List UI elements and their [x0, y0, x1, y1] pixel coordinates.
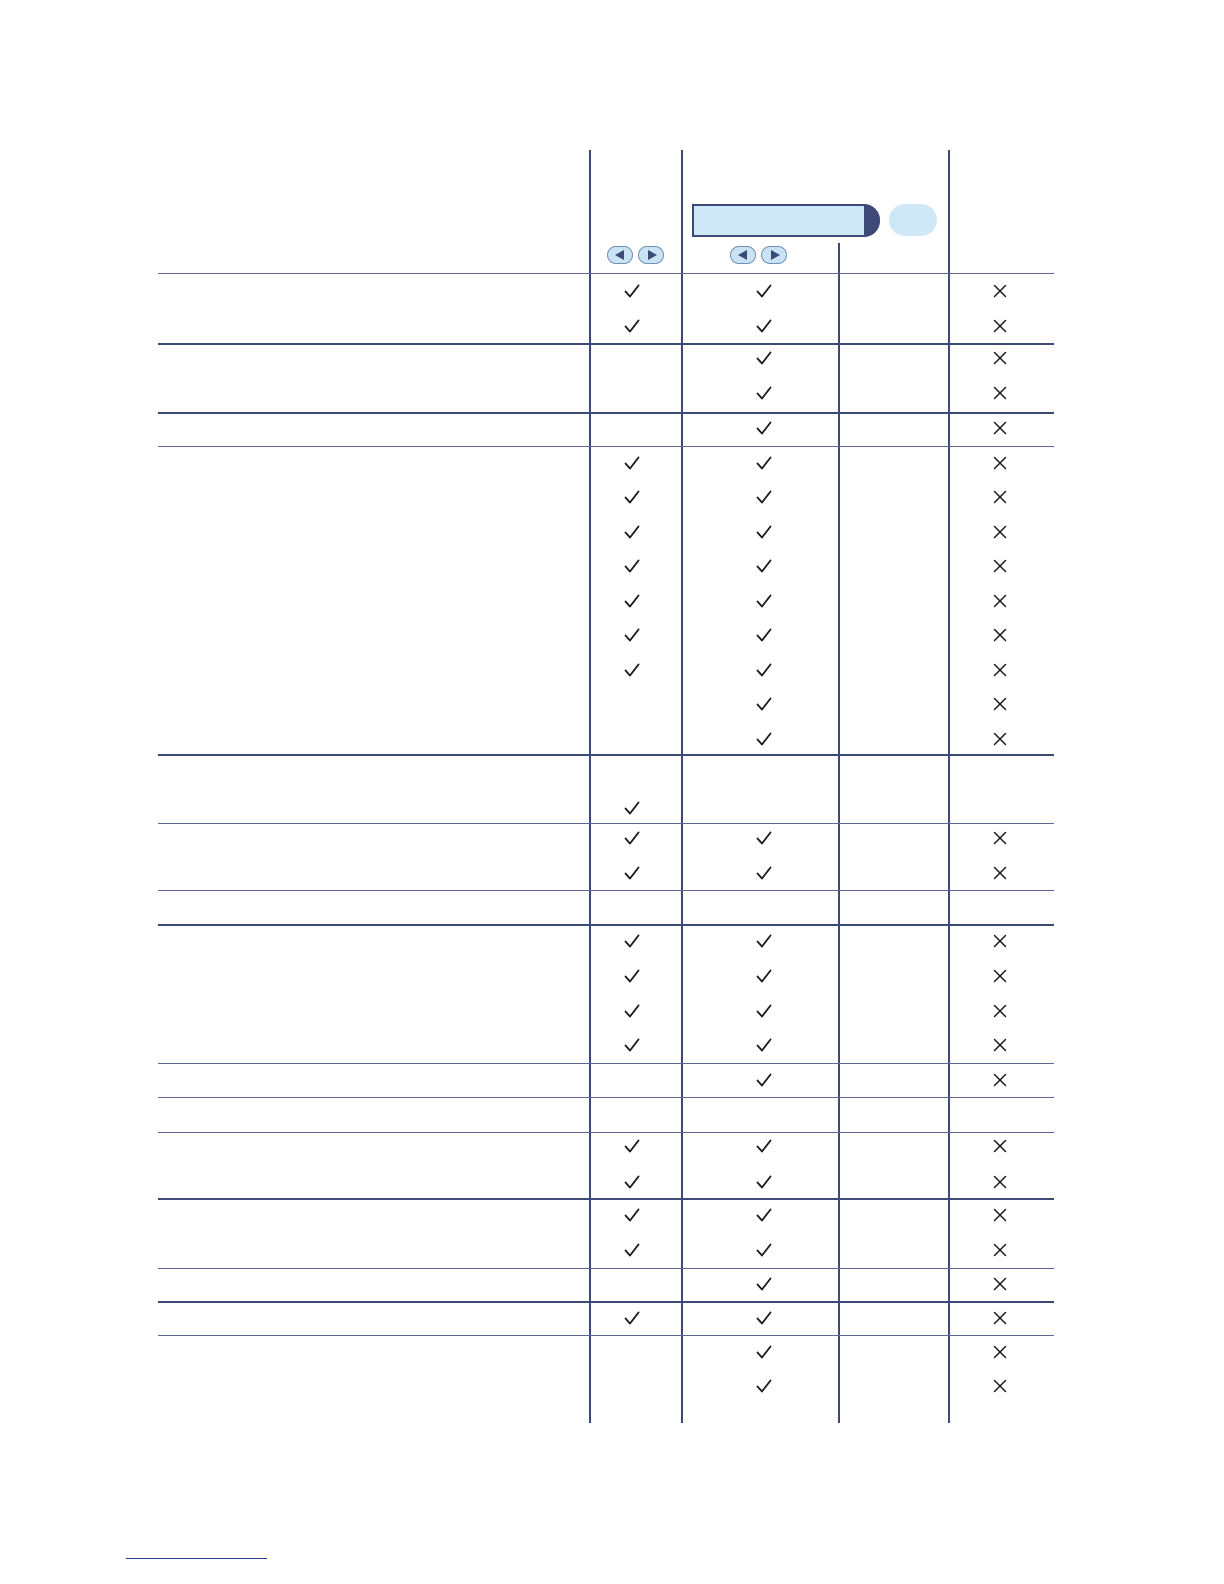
cross-icon: [990, 418, 1010, 438]
check-icon: [622, 281, 642, 301]
col-2-next-button[interactable]: [761, 246, 787, 264]
check-icon: [754, 487, 774, 507]
check-icon: [622, 863, 642, 883]
col-1-nav: [607, 246, 667, 266]
check-icon: [754, 348, 774, 368]
col-1-next-button[interactable]: [638, 246, 664, 264]
check-icon: [754, 1240, 774, 1260]
row-group-divider: [158, 1198, 1054, 1200]
cross-icon: [990, 556, 1010, 576]
check-icon: [754, 453, 774, 473]
check-icon: [754, 729, 774, 749]
cross-icon: [990, 1308, 1010, 1328]
highlight-pill[interactable]: [889, 204, 937, 236]
footnote-rule: [126, 1558, 267, 1559]
check-icon: [754, 1342, 774, 1362]
cross-icon: [990, 1070, 1010, 1090]
cross-icon: [990, 1001, 1010, 1021]
col-2-prev-button[interactable]: [730, 246, 756, 264]
row-group-divider: [158, 343, 1054, 345]
cross-icon: [990, 828, 1010, 848]
cross-icon: [990, 1342, 1010, 1362]
cross-icon: [990, 625, 1010, 645]
check-icon: [622, 453, 642, 473]
check-icon: [622, 316, 642, 336]
triangle-left-icon: [738, 250, 747, 260]
cross-icon: [990, 383, 1010, 403]
check-icon: [754, 863, 774, 883]
check-icon: [754, 556, 774, 576]
row-group-divider: [158, 1268, 1054, 1269]
cross-icon: [990, 1240, 1010, 1260]
check-icon: [622, 828, 642, 848]
cross-icon: [990, 1136, 1010, 1156]
check-icon: [754, 1376, 774, 1396]
check-icon: [622, 1205, 642, 1225]
row-group-divider: [158, 1063, 1054, 1064]
row-group-divider: [158, 1301, 1054, 1303]
check-icon: [754, 966, 774, 986]
row-group-divider: [158, 890, 1054, 891]
triangle-right-icon: [771, 250, 780, 260]
column-divider-3: [838, 243, 840, 1423]
cross-icon: [990, 1205, 1010, 1225]
range-bar-end-cap: [864, 204, 880, 237]
check-icon: [754, 418, 774, 438]
row-group-divider: [158, 446, 1054, 447]
check-icon: [622, 931, 642, 951]
cross-icon: [990, 348, 1010, 368]
col-2-nav: [730, 246, 790, 266]
check-icon: [622, 522, 642, 542]
check-icon: [622, 966, 642, 986]
check-icon: [622, 556, 642, 576]
cross-icon: [990, 1376, 1010, 1396]
check-icon: [622, 798, 642, 818]
cross-icon: [990, 966, 1010, 986]
check-icon: [622, 1136, 642, 1156]
check-icon: [754, 1001, 774, 1021]
row-group-divider: [158, 1335, 1054, 1336]
cross-icon: [990, 487, 1010, 507]
row-group-divider: [158, 1097, 1054, 1098]
check-icon: [754, 591, 774, 611]
check-icon: [622, 1240, 642, 1260]
check-icon: [754, 1136, 774, 1156]
cross-icon: [990, 660, 1010, 680]
row-group-divider: [158, 1132, 1054, 1133]
row-group-divider: [158, 924, 1054, 926]
check-icon: [622, 1035, 642, 1055]
cross-icon: [990, 522, 1010, 542]
check-icon: [754, 1070, 774, 1090]
cross-icon: [990, 863, 1010, 883]
check-icon: [622, 1308, 642, 1328]
row-group-divider: [158, 754, 1054, 756]
check-icon: [754, 1205, 774, 1225]
check-icon: [754, 1274, 774, 1294]
selected-range-bar[interactable]: [692, 204, 880, 237]
check-icon: [622, 625, 642, 645]
check-icon: [754, 1308, 774, 1328]
triangle-right-icon: [648, 250, 657, 260]
cross-icon: [990, 931, 1010, 951]
row-group-divider: [158, 273, 1054, 274]
check-icon: [754, 694, 774, 714]
column-divider-1: [589, 150, 591, 1423]
cross-icon: [990, 1274, 1010, 1294]
col-1-prev-button[interactable]: [607, 246, 633, 264]
check-icon: [754, 660, 774, 680]
triangle-left-icon: [615, 250, 624, 260]
check-icon: [754, 828, 774, 848]
cross-icon: [990, 316, 1010, 336]
check-icon: [622, 660, 642, 680]
column-divider-2: [681, 150, 683, 1423]
cross-icon: [990, 281, 1010, 301]
check-icon: [622, 487, 642, 507]
cross-icon: [990, 453, 1010, 473]
row-group-divider: [158, 412, 1054, 414]
check-icon: [754, 383, 774, 403]
cross-icon: [990, 729, 1010, 749]
check-icon: [754, 1035, 774, 1055]
check-icon: [622, 591, 642, 611]
check-icon: [622, 1001, 642, 1021]
check-icon: [754, 931, 774, 951]
check-icon: [622, 1172, 642, 1192]
cross-icon: [990, 694, 1010, 714]
check-icon: [754, 281, 774, 301]
cross-icon: [990, 1035, 1010, 1055]
check-icon: [754, 1172, 774, 1192]
cross-icon: [990, 1172, 1010, 1192]
check-icon: [754, 625, 774, 645]
check-icon: [754, 522, 774, 542]
cross-icon: [990, 591, 1010, 611]
column-divider-4: [948, 150, 950, 1423]
check-icon: [754, 316, 774, 336]
row-group-divider: [158, 823, 1054, 824]
